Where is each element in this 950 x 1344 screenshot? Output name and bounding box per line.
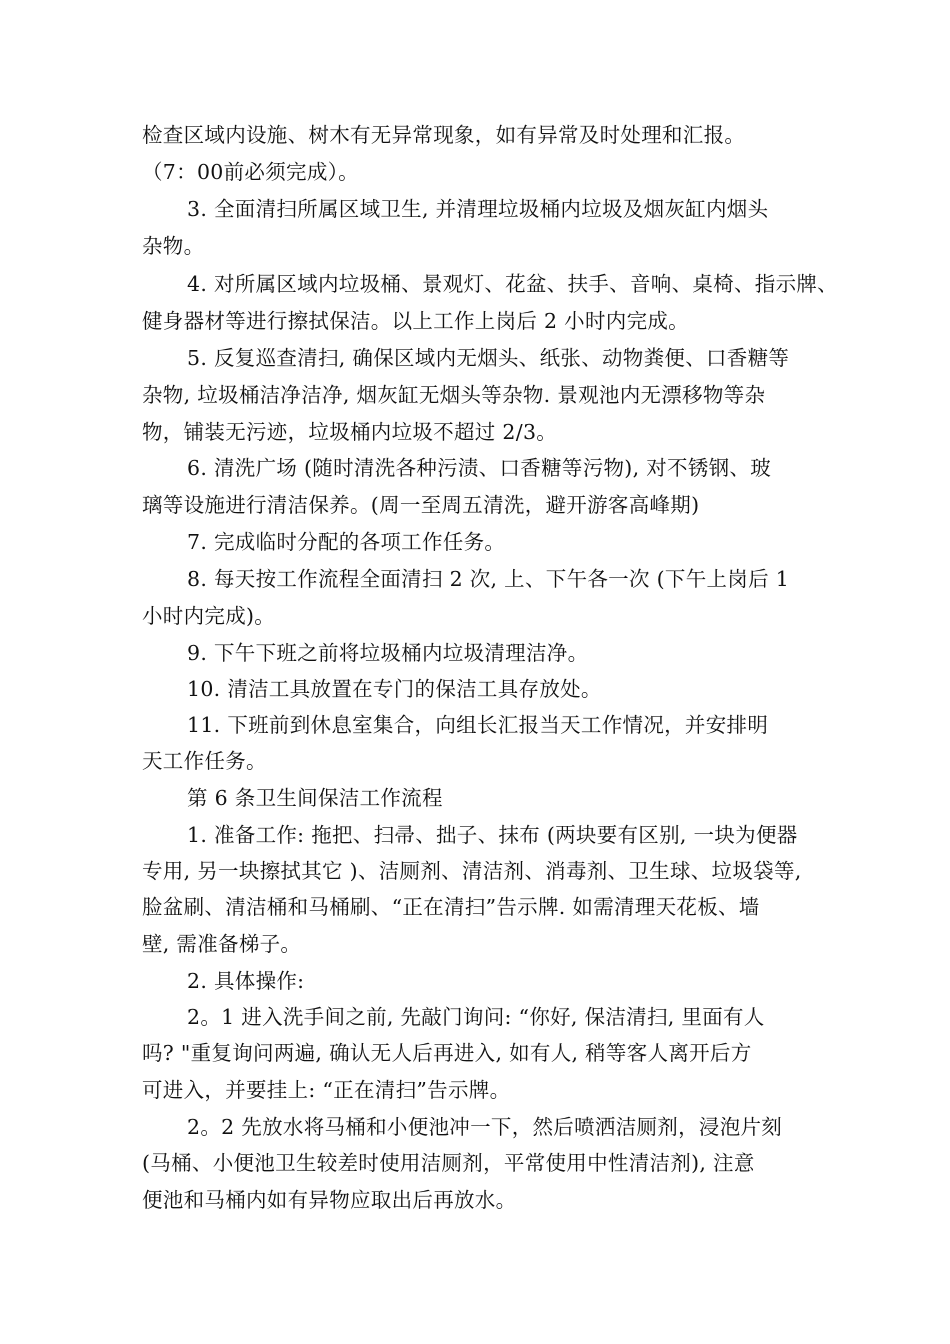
text-line: 6. 清洗广场 (随时清洗各种污渍、口香糖等污物), 对不锈钢、玻 — [187, 456, 772, 480]
text-line: 杂物。 — [142, 234, 205, 258]
text-line: 吗? "重复询问两遍, 确认无人后再进入, 如有人, 稍等客人离开后方 — [142, 1041, 752, 1065]
text-line: 天工作任务。 — [142, 749, 267, 773]
text-line: 2. 具体操作: — [187, 969, 305, 993]
text-line: 5. 反复巡查清扫, 确保区域内无烟头、纸张、动物粪便、口香糖等 — [187, 346, 790, 370]
text-line: 2。2 先放水将马桶和小便池冲一下，然后喷洒洁厕剂，浸泡片刻 — [187, 1115, 783, 1139]
section-heading: 第 6 条卫生间保洁工作流程 — [187, 786, 443, 810]
text-line: 检查区域内设施、树木有无异常现象，如有异常及时处理和汇报。 — [142, 123, 746, 147]
text-line: 10. 清洁工具放置在专门的保洁工具存放处。 — [187, 677, 602, 701]
text-line: 物，铺装无污迹，垃圾桶内垃圾不超过 2/3。 — [142, 420, 558, 444]
text-line: 8. 每天按工作流程全面清扫 2 次, 上、下午各一次 (下午上岗后 1 — [187, 567, 790, 591]
text-line: 可进入，并要挂上: “正在清扫”告示牌。 — [142, 1078, 511, 1102]
text-line: 便池和马桶内如有异物应取出后再放水。 — [142, 1188, 517, 1212]
text-line: (马桶、小便池卫生较差时使用洁厕剂，平常使用中性清洁剂), 注意 — [142, 1151, 755, 1175]
text-line: 2。1 进入洗手间之前, 先敲门询问: “你好, 保洁清扫, 里面有人 — [187, 1005, 765, 1029]
text-line: 杂物, 垃圾桶洁净洁净, 烟灰缸无烟头等杂物. 景观池内无漂移物等杂 — [142, 383, 766, 407]
text-line: 7. 完成临时分配的各项工作任务。 — [187, 530, 506, 554]
text-line: 3. 全面清扫所属区域卫生, 并清理垃圾桶内垃圾及烟灰缸内烟头 — [187, 197, 769, 221]
text-line: 壁, 需准备梯子。 — [142, 932, 302, 956]
text-line: 健身器材等进行擦拭保洁。以上工作上岗后 2 小时内完成。 — [142, 309, 689, 333]
text-line: 脸盆刷、清洁桶和马桶刷、“正在清扫”告示牌. 如需清理天花板、墙 — [142, 895, 760, 919]
text-line: 11. 下班前到休息室集合，向组长汇报当天工作情况，并安排明 — [187, 713, 769, 737]
text-line: （7：00前必须完成）。 — [142, 160, 359, 184]
text-line: 9. 下午下班之前将垃圾桶内垃圾清理洁净。 — [187, 641, 589, 665]
text-line: 小时内完成)。 — [142, 604, 276, 628]
text-line: 璃等设施进行清洁保养。(周一至周五清洗，避开游客高峰期) — [142, 493, 700, 517]
text-line: 专用, 另一块擦拭其它 )、洁厕剂、清洁剂、消毒剂、卫生球、垃圾袋等, — [142, 859, 802, 883]
text-line: 4. 对所属区域内垃圾桶、景观灯、花盆、扶手、音响、桌椅、指示牌、 — [187, 272, 838, 296]
text-line: 1. 准备工作: 拖把、扫帚、拙子、抹布 (两块要有区别, 一块为便器 — [187, 823, 798, 847]
